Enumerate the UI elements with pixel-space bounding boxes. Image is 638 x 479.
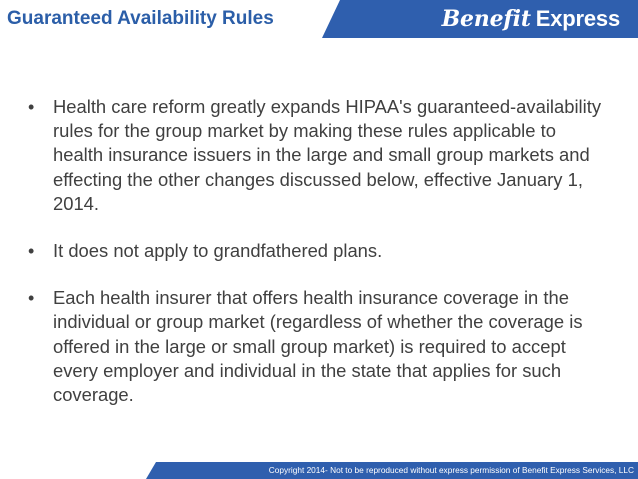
logo-word-benefit: Benefit <box>441 6 531 32</box>
logo-word-express: Express <box>535 6 620 31</box>
brand-logo <box>442 6 620 32</box>
footer-banner <box>146 462 638 479</box>
bullet-marker: • <box>28 288 35 309</box>
bullet-text: Each health insurer that offers health insurance coverage in the individual or group market (regardless of whether the coverage is offered in the large or small group market) is required to accept every employer and individual in the state that applies for such coverage. <box>53 287 583 406</box>
bullet-list <box>28 95 608 430</box>
bullet-item <box>28 286 608 407</box>
bullet-marker: • <box>28 241 35 262</box>
bullet-item <box>28 239 608 263</box>
slide-title: Guaranteed Availability Rules <box>7 8 274 29</box>
bullet-text: Health care reform greatly expands HIPAA's guaranteed-availability rules for the group market by making these rules applicable to health insurance issuers in the large and small group markets and effecting the other changes discussed below, effective January 1, 2014. <box>53 96 602 214</box>
bullet-marker: • <box>28 97 35 117</box>
bullet-text: It does not apply to grandfathered plans. <box>53 240 383 262</box>
bullet-item <box>28 95 608 216</box>
copyright-notice: Copyright 2014- Not to be reproduced without express permission of Benefit Express Services, LLC <box>268 465 634 475</box>
logo-banner <box>322 0 638 38</box>
